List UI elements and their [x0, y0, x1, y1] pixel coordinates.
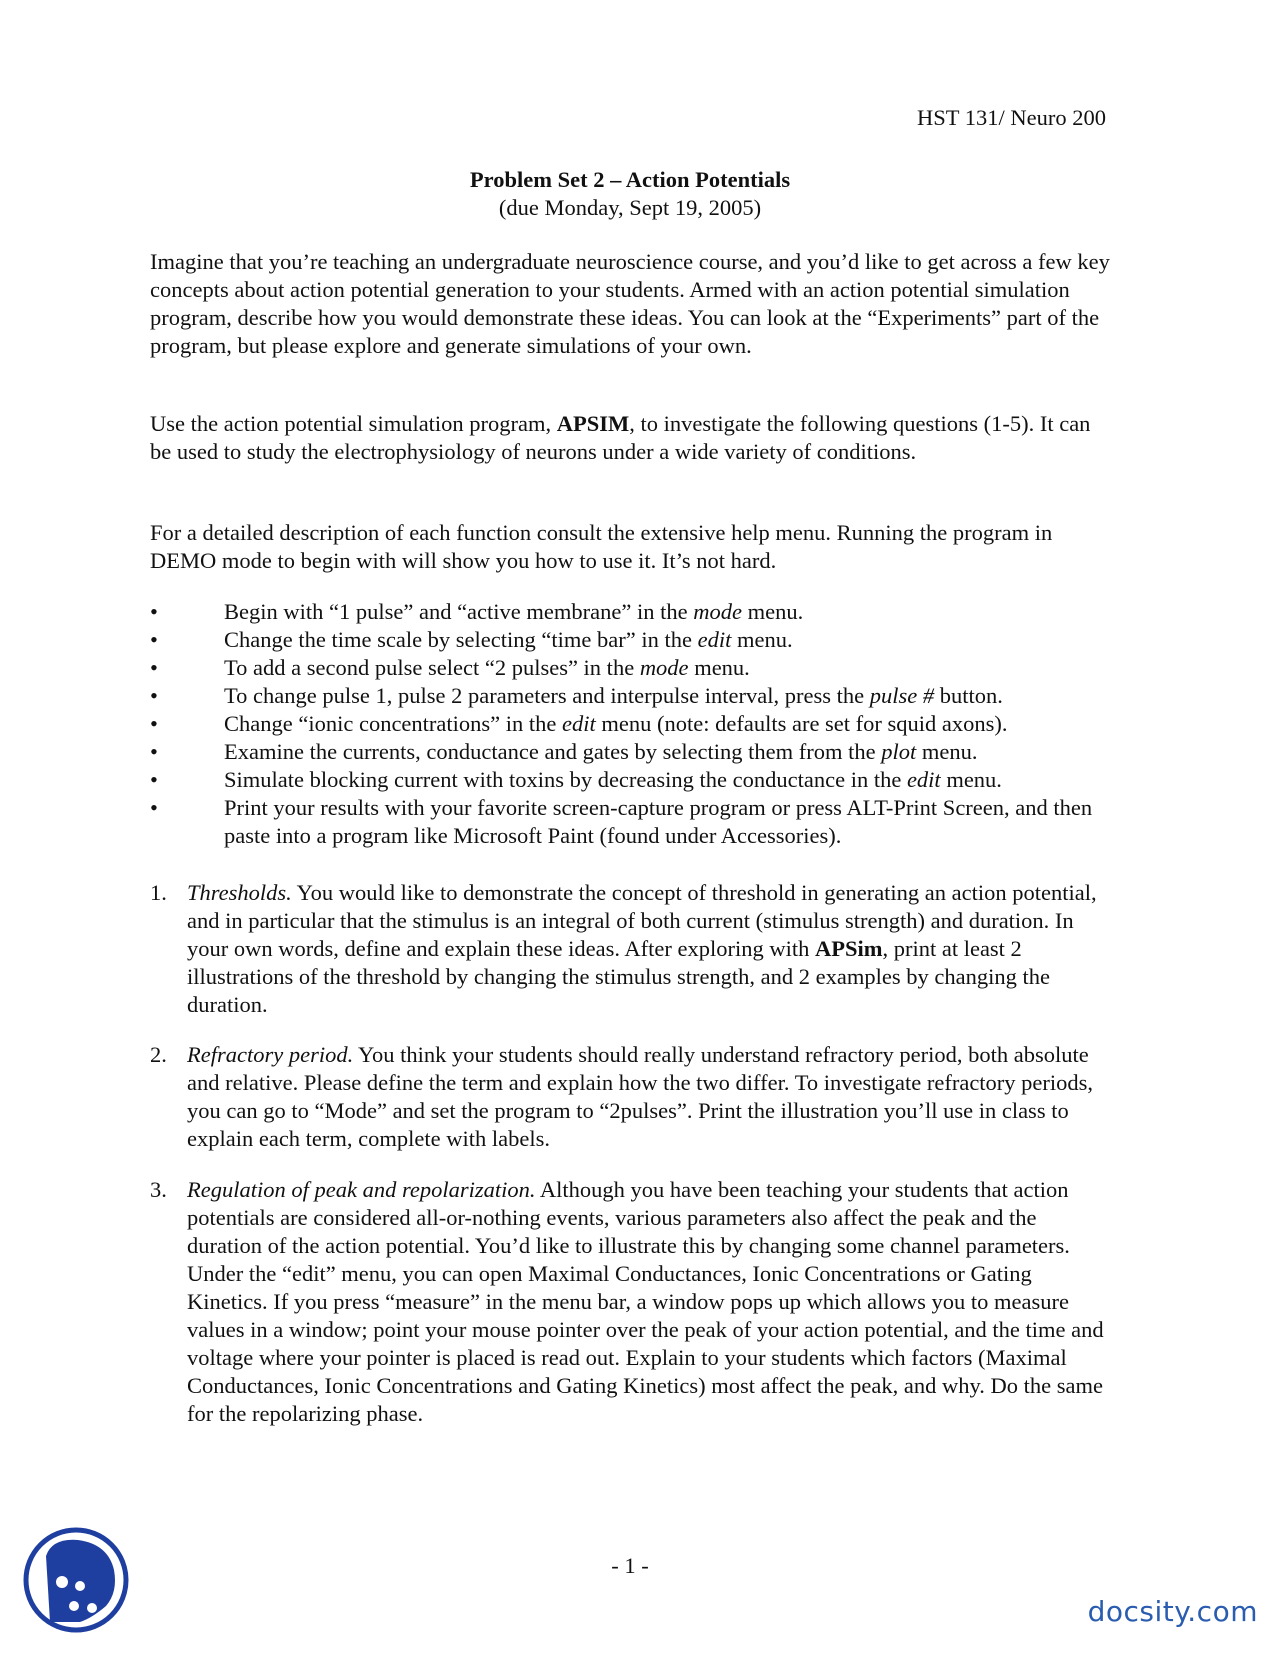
question-1: 1. Thresholds. You would like to demonstrate the concept of threshold in generating an action potential, and in particular that the stimulus is an integral of both current (stimulus strength) and duration. In your own words, define and explain these ideas. After exploring with APSim, print at least 2 illustrations of the threshold by changing the stimulus strength, and 2 examples by changing the duration.	[150, 880, 1097, 1017]
question-number: 3.	[150, 1177, 167, 1202]
course-header: HST 131/ Neuro 200	[917, 105, 1106, 130]
page-number: - 1 -	[611, 1553, 649, 1578]
docsity-brand-link[interactable]: docsity.com	[1087, 1595, 1258, 1628]
question-3: 3. Regulation of peak and repolarization. Although you have been teaching your students that action potentials are considered all-or-nothing events, various parameters also affect the peak and the duration of the action potential. You’d like to illustrate this by changing some channel parameters. Under the “edit” menu, you can open Maximal Conductances, Ionic Concentrations or Gating Kinetics. If you press “measure” in the menu bar, a window pops up which allows you to measure values in a window; point your mouse pointer over the peak of your action potential, and the time and voltage where your pointer is placed is read out. Explain to your students which factors (Maximal Conductances, Ionic Concentrations and Gating Kinetics) most affect the peak, and why. Do the same for the repolarizing phase.	[150, 1177, 1104, 1426]
bullet-marker: •	[150, 739, 158, 764]
list-item: • Change “ionic concentrations” in the edit menu (note: defaults are set for squid axons).	[150, 711, 1008, 736]
bullet-marker: •	[150, 655, 158, 680]
usage-text-after: , to investigate the following questions (1-5). It can be used to study the electrophysiology of neurons under a wide variety of conditions.	[150, 411, 1091, 464]
docsity-logo-icon	[22, 1526, 130, 1634]
program-name: APSim	[814, 936, 883, 961]
list-item: • Examine the currents, conductance and gates by selecting them from the plot menu.	[150, 739, 978, 764]
bullet-marker: •	[150, 795, 158, 820]
question-2: 2. Refractory period. You think your students should really understand refractory period, both absolute and relative. Please define the term and explain how the two differ. To investigate refractory periods, you can go to “Mode” and set the program to “2pulses”. Print the illustration you’ll use in class to explain each term, complete with labels.	[150, 1042, 1094, 1151]
list-item: • To change pulse 1, pulse 2 parameters and interpulse interval, press the pulse # button.	[150, 683, 1003, 708]
question-title: Regulation of peak and repolarization.	[187, 1177, 536, 1202]
bullet-marker: •	[150, 767, 158, 792]
question-title: Refractory period.	[187, 1042, 354, 1067]
question-number: 2.	[150, 1042, 167, 1067]
list-item: • Begin with “1 pulse” and “active membrane” in the mode menu.	[150, 599, 804, 624]
due-date: (due Monday, Sept 19, 2005)	[498, 195, 762, 220]
question-title: Thresholds.	[187, 880, 292, 905]
list-item: • Simulate blocking current with toxins by decreasing the conductance in the edit menu.	[150, 767, 1002, 792]
program-name: APSIM	[556, 411, 630, 436]
usage-paragraph	[150, 410, 1110, 466]
list-item: • Change the time scale by selecting “time bar” in the edit menu.	[150, 627, 793, 652]
list-item: • Print your results with your favorite screen-capture program or press ALT-Print Screen, and then paste into a program like Microsoft Paint (found under Accessories).	[150, 795, 1093, 848]
page-title: Problem Set 2 – Action Potentials	[469, 167, 791, 192]
bullet-marker: •	[150, 627, 158, 652]
bullet-marker: •	[150, 683, 158, 708]
instruction-list	[150, 598, 1110, 850]
list-item: • To add a second pulse select “2 pulses” in the mode menu.	[150, 655, 750, 680]
intro-paragraph: Imagine that you’re teaching an undergraduate neuroscience course, and you’d like to get across a few key concepts about action potential generation to your students. Armed with an action potential simulation program, describe how you would demonstrate these ideas. You can look at the “Experiments” part of the program, but please explore and generate simulations of your own.	[150, 249, 1110, 358]
help-paragraph: For a detailed description of each function consult the extensive help menu. Running the program in DEMO mode to begin with will show you how to use it. It’s not hard.	[150, 520, 1053, 573]
bullet-marker: •	[150, 711, 158, 736]
question-number: 1.	[150, 880, 167, 905]
bullet-marker: •	[150, 599, 158, 624]
usage-text-before: Use the action potential simulation program,	[150, 411, 557, 436]
